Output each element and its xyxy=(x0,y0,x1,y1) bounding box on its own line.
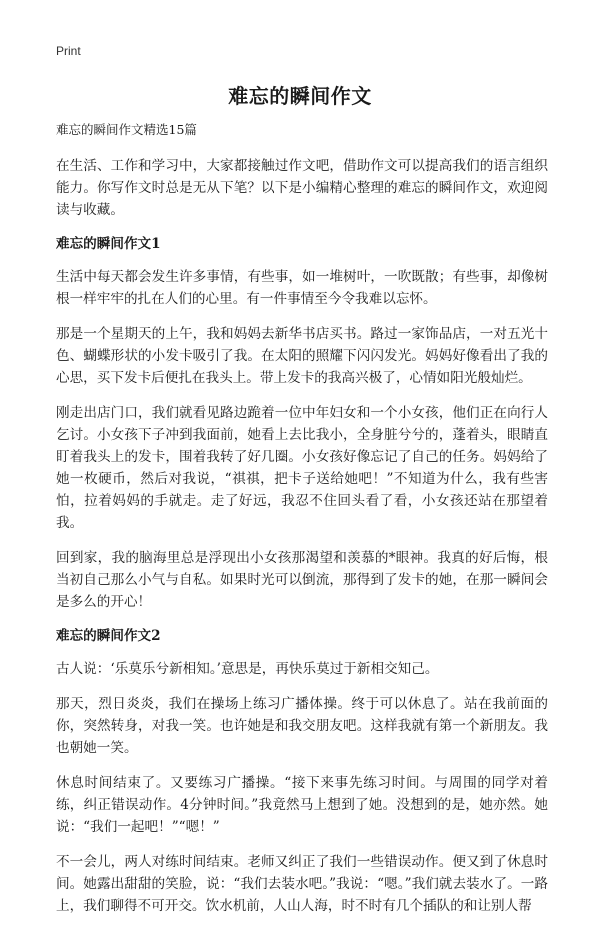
document-body xyxy=(56,120,548,930)
paragraph: 那是一个星期天的上午，我和妈妈去新华书店买书。路过一家饰品店，一对五光十色、蝴蝶形状的小发卡吸引了我。在太阳的照耀下闪闪发光。妈妈好像看出了我的心思，买下发卡后便扎在我头上。带上发卡的我高兴极了，心情如阳光般灿烂。 xyxy=(56,326,548,386)
paragraph: 休息时间结束了。又要练习广播操。“接下来事先练习时间。与周围的同学对着练，纠正错误动作。4分钟时间。”我竟然马上想到了她。没想到的是，她亦然。她说：“我们一起吧！”“嗯！” xyxy=(56,775,548,835)
section-heading: 难忘的瞬间作文1 xyxy=(56,236,161,252)
document-subtitle: 难忘的瞬间作文精选15篇 xyxy=(56,122,197,137)
paragraph: 那天，烈日炎炎，我们在操场上练习广播体操。终于可以休息了。站在我前面的你，突然转身，对我一笑。也许她是和我交朋友吧。这样我就有第一个新朋友。我也朝她一笑。 xyxy=(56,696,548,756)
page-title: 难忘的瞬间作文 xyxy=(228,84,372,108)
paragraph: 不一会儿，两人对练时间结束。老师又纠正了我们一些错误动作。便又到了休息时间。她露出甜甜的笑脸，说：“我们去装水吧。”我说：“嗯。”我们就去装水了。一路上，我们聊得不可开交。饮水机前，人山人海，时不时有几个插队的和让别人帮 xyxy=(56,854,548,914)
paragraph: 生活中每天都会发生许多事情，有些事，如一堆树叶，一吹既散；有些事，却像树根一样牢牢的扎在人们的心里。有一件事情至今令我难以忘怀。 xyxy=(56,269,548,307)
paragraph: 回到家，我的脑海里总是浮现出小女孩那渴望和羡慕的*眼神。我真的好后悔，根当初自己那么小气与自私。如果时光可以倒流，那得到了发卡的她，在那一瞬间会是多么的开心！ xyxy=(56,550,548,610)
print-link[interactable]: Print xyxy=(56,44,81,58)
intro-paragraph: 在生活、工作和学习中，大家都接触过作文吧，借助作文可以提高我们的语言组织能力。你写作文时总是无从下笔？以下是小编精心整理的难忘的瞬间作文，欢迎阅读与收藏。 xyxy=(56,158,548,218)
paragraph: 刚走出店门口，我们就看见路边跪着一位中年妇女和一个小女孩，他们正在向行人乞讨。小女孩下子冲到我面前，她看上去比我小，全身脏兮兮的，蓬着头，眼睛直盯着我头上的发卡，围着我转了好几圈。小女孩好像忘记了自己的任务。妈妈给了她一枚硬币，然后对我说，“祺祺，把卡子送给她吧！”不知道为什么，我有些害怕，拉着妈妈的手就走。走了好远，我忍不住回头看了看，小女孩还站在那望着我。 xyxy=(56,405,548,531)
section-heading: 难忘的瞬间作文2 xyxy=(56,628,161,644)
paragraph: 古人说：‘乐莫乐兮新相知。’意思是，再快乐莫过于新相交知己。 xyxy=(56,661,439,677)
